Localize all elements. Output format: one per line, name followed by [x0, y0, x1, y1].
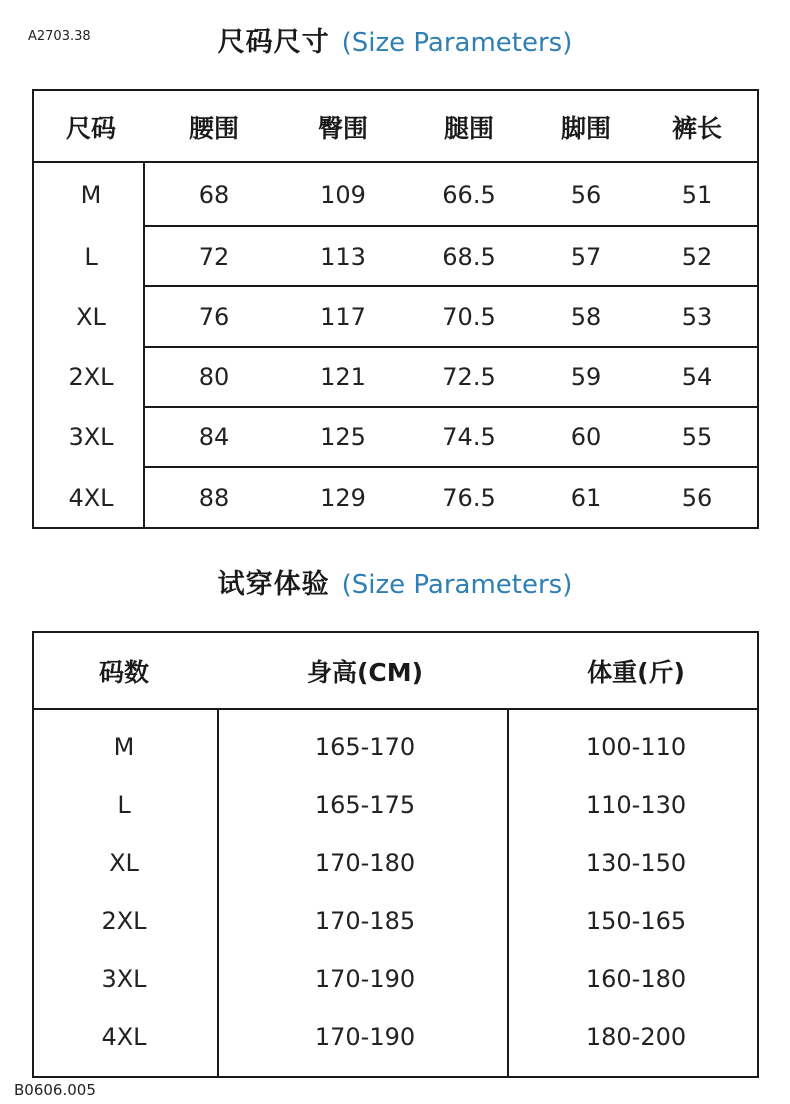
table1-header-cell: 脚围 [560, 113, 611, 143]
table1-value-cell: 125 [320, 423, 366, 451]
table1-value-cell: 129 [320, 484, 366, 512]
table2-value-cell: 130-150 [585, 849, 687, 877]
size-table-title [0, 20, 790, 59]
table2-column-divider [507, 709, 509, 1077]
table1-size-label: L [84, 243, 98, 271]
table2-header-divider [33, 708, 758, 710]
table1-value-cell: 52 [681, 243, 713, 271]
table1-value-cell: 60 [570, 423, 602, 451]
table1-header-cell: 腿围 [443, 113, 494, 143]
table2-value-cell: 170-190 [314, 965, 416, 993]
table1-header-cell: 裤长 [671, 113, 722, 143]
table1-value-cell: 70.5 [442, 303, 496, 331]
table1-header-cell: 臀围 [317, 113, 368, 143]
table1-value-cell: 74.5 [442, 423, 496, 451]
table1-size-label: M [80, 181, 102, 209]
table2-value-cell: 150-165 [585, 907, 687, 935]
table1-value-cell: 55 [681, 423, 713, 451]
table1-value-cell: 56 [681, 484, 713, 512]
table1-size-label: 2XL [68, 363, 114, 391]
product-code: A2703.38 [28, 29, 91, 44]
table2-size-label: 4XL [101, 1023, 147, 1051]
table1-value-cell: 61 [570, 484, 602, 512]
fit-table-title [0, 562, 790, 601]
table1-value-cell: 54 [681, 363, 713, 391]
table1-value-cell: 76 [198, 303, 230, 331]
table2-value-cell: 165-175 [314, 791, 416, 819]
table1-value-cell: 80 [198, 363, 230, 391]
table1-value-cell: 59 [570, 363, 602, 391]
table2-header-cell: 体重(斤) [587, 657, 685, 687]
table1-value-cell: 109 [320, 181, 366, 209]
table1-value-cell: 84 [198, 423, 230, 451]
table2-value-cell: 170-190 [314, 1023, 416, 1051]
table2-value-cell: 170-180 [314, 849, 416, 877]
fit-table-title-en: (Size Parameters) [341, 570, 573, 600]
table1-value-cell: 117 [320, 303, 366, 331]
table1-value-cell: 113 [320, 243, 366, 271]
table2-value-cell: 165-170 [314, 733, 416, 761]
table2-size-label: M [113, 733, 135, 761]
table1-size-label: 4XL [68, 484, 114, 512]
size-table-title-en: (Size Parameters) [341, 28, 573, 58]
table2-size-label: XL [109, 849, 139, 877]
table1-value-cell: 58 [570, 303, 602, 331]
table2-size-label: 3XL [101, 965, 147, 993]
table1-value-cell: 121 [320, 363, 366, 391]
table1-value-cell: 56 [570, 181, 602, 209]
table2-size-label: L [117, 791, 131, 819]
table1-value-cell: 72 [198, 243, 230, 271]
table1-size-label: 3XL [68, 423, 114, 451]
table2-header-cell: 身高(CM) [306, 657, 424, 687]
table1-value-cell: 68 [198, 181, 230, 209]
table2-value-cell: 170-185 [314, 907, 416, 935]
table1-header-cell: 尺码 [65, 113, 116, 143]
footer-code: B0606.005 [14, 1081, 96, 1099]
table2-value-cell: 110-130 [585, 791, 687, 819]
table2-header-cell: 码数 [98, 657, 149, 687]
table1-value-cell: 88 [198, 484, 230, 512]
table1-size-label: XL [76, 303, 106, 331]
table1-header-cell: 腰围 [188, 113, 239, 143]
table2-value-cell: 180-200 [585, 1023, 687, 1051]
table1-value-cell: 66.5 [442, 181, 496, 209]
table2-value-cell: 100-110 [585, 733, 687, 761]
table2-value-cell: 160-180 [585, 965, 687, 993]
table1-value-cell: 57 [570, 243, 602, 271]
fit-table-title-cn: 试穿体验 [217, 569, 330, 600]
table1-value-cell: 53 [681, 303, 713, 331]
size-table-title-cn: 尺码尺寸 [217, 27, 330, 58]
table2-column-divider [217, 709, 219, 1077]
table2-size-label: 2XL [101, 907, 147, 935]
table1-value-cell: 51 [681, 181, 713, 209]
table1-value-cell: 76.5 [442, 484, 496, 512]
table1-value-cell: 68.5 [442, 243, 496, 271]
table1-value-cell: 72.5 [442, 363, 496, 391]
